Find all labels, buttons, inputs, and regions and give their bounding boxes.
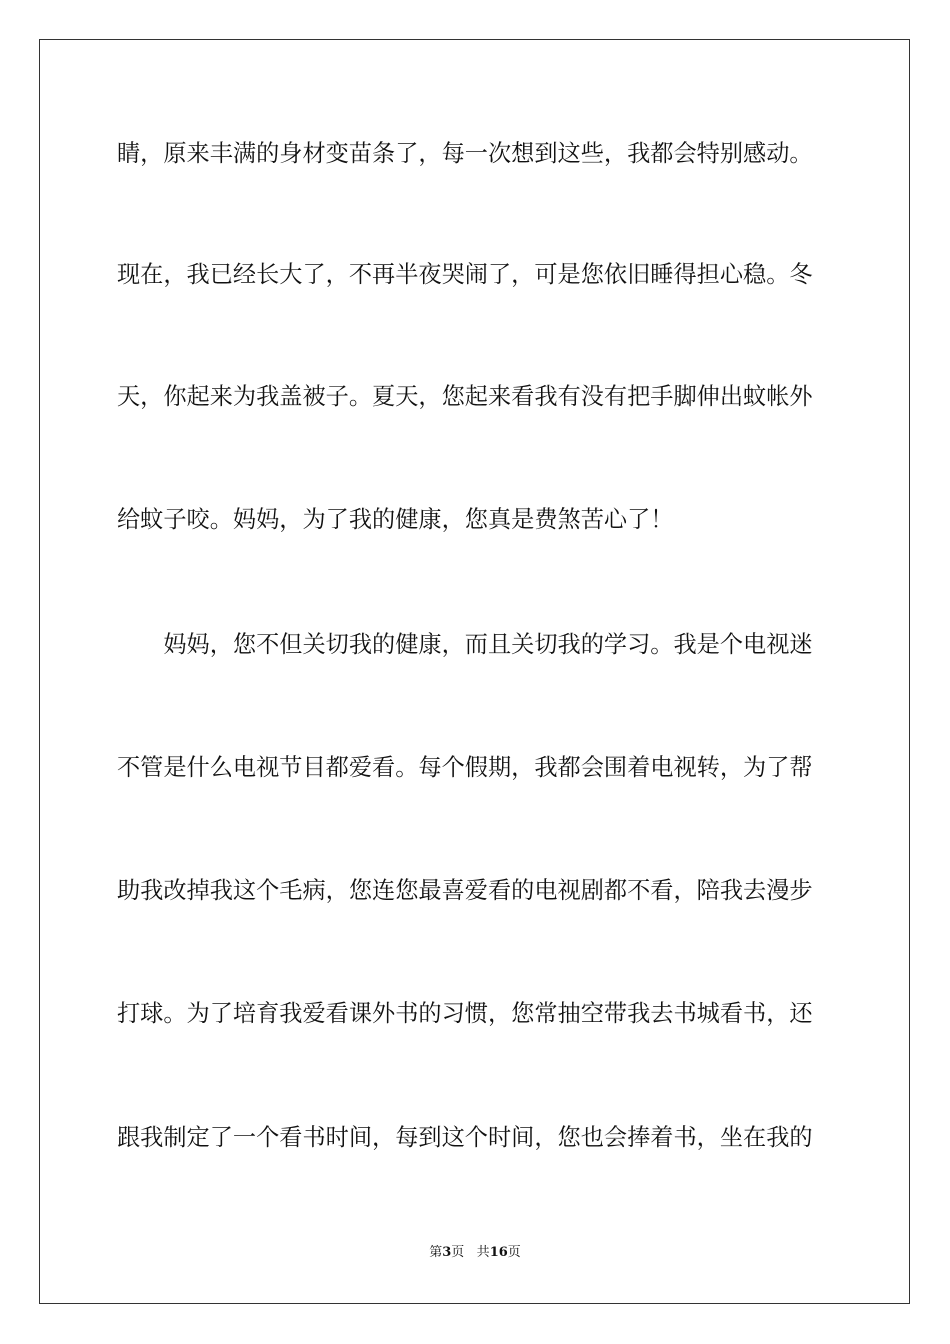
- footer-total-suffix: 页: [507, 1245, 521, 1260]
- footer-page-suffix: 页: [451, 1245, 465, 1260]
- footer-total-pages: 16: [489, 1245, 508, 1260]
- body-line-8: 打球。为了培育我爱看课外书的习惯，您常抽空带我去书城看书，还: [117, 1000, 813, 1027]
- footer-total-prefix: 共: [476, 1245, 490, 1260]
- page-border: [39, 39, 910, 1304]
- body-line-9: 跟我制定了一个看书时间，每到这个时间，您也会捧着书，坐在我的: [117, 1124, 813, 1151]
- page-footer: [0, 1244, 950, 1262]
- footer-page-prefix: 第: [429, 1245, 443, 1260]
- body-line-2: 现在，我已经长大了，不再半夜哭闹了，可是您依旧睡得担心稳。冬: [117, 261, 813, 288]
- body-line-3: 天，你起来为我盖被子。夏天，您起来看我有没有把手脚伸出蚊帐外: [117, 383, 813, 410]
- body-line-1: 睛，原来丰满的身材变苗条了，每一次想到这些，我都会特别感动。: [117, 140, 813, 167]
- body-line-7: 助我改掉我这个毛病，您连您最喜爱看的电视剧都不看，陪我去漫步: [117, 877, 813, 904]
- footer-page-number: 3: [442, 1245, 452, 1260]
- body-line-5: 妈妈，您不但关切我的健康，而且关切我的学习。我是个电视迷: [117, 631, 813, 658]
- body-line-6: 不管是什么电视节目都爱看。每个假期，我都会围着电视转，为了帮: [117, 754, 813, 781]
- body-line-4: 给蚊子咬。妈妈，为了我的健康，您真是费煞苦心了！: [117, 506, 674, 533]
